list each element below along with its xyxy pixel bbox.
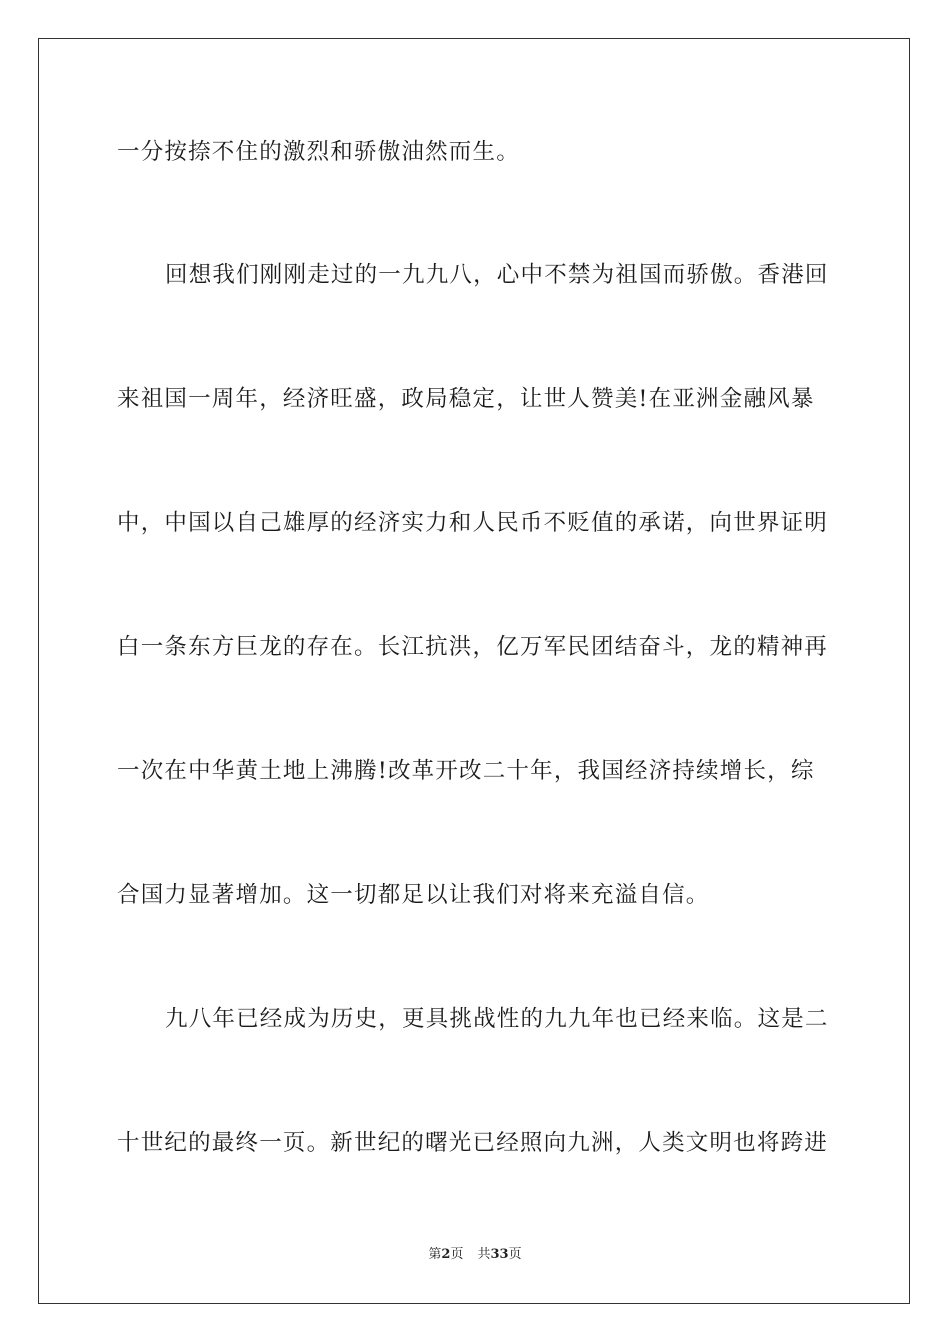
text-line-7: 合国力显著增加。这一切都足以让我们对将来充溢自信。 — [117, 882, 710, 908]
text-line-2: 回想我们刚刚走过的一九九八，心中不禁为祖国而骄傲。香港回 — [165, 262, 829, 288]
text-line-1: 一分按捺不住的激烈和骄傲油然而生。 — [117, 139, 520, 165]
text-line-5: 白一条东方巨龙的存在。长江抗洪，亿万军民团结奋斗，龙的精神再 — [117, 634, 829, 660]
text-line-3: 来祖国一周年，经济旺盛，政局稳定，让世人赞美!在亚洲金融风暴 — [117, 386, 815, 412]
footer-page-prefix: 第 — [428, 1247, 442, 1262]
text-line-4: 中，中国以自己雄厚的经济实力和人民币不贬值的承诺，向世界证明 — [117, 510, 829, 536]
footer-page-suffix: 页 — [450, 1247, 464, 1262]
text-line-6: 一次在中华黄土地上沸腾!改革开改二十年，我国经济持续增长，综 — [117, 758, 815, 784]
footer-total-number: 33 — [490, 1247, 509, 1262]
page-border — [38, 38, 910, 1304]
footer-total-suffix: 页 — [508, 1247, 522, 1262]
footer-page-number: 2 — [441, 1247, 451, 1262]
text-line-9: 十世纪的最终一页。新世纪的曙光已经照向九洲，人类文明也将跨进 — [117, 1130, 829, 1156]
footer-total-prefix: 共 — [477, 1247, 491, 1262]
text-line-8: 九八年已经成为历史，更具挑战性的九九年也已经来临。这是二 — [165, 1006, 829, 1032]
page-footer — [0, 1246, 950, 1264]
